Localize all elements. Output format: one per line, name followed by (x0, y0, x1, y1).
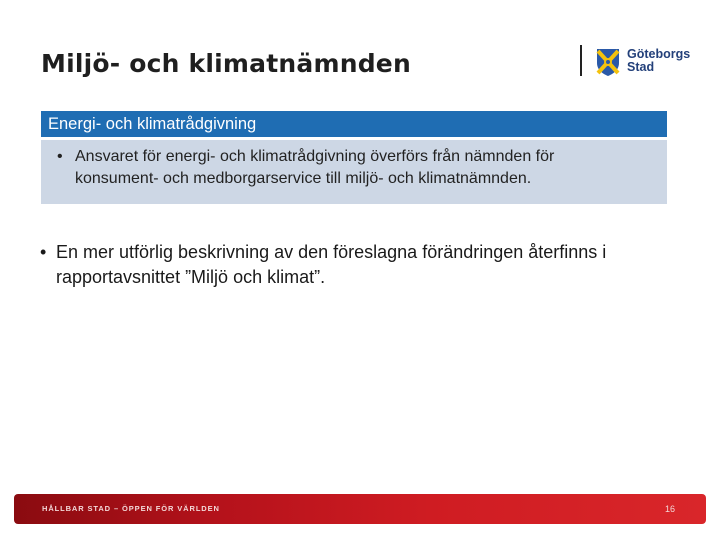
box-bullet-line-2: konsument- och medborgarservice till miljö- och klimatnämnden. (75, 170, 532, 187)
logo-line-1: Göteborgs (627, 47, 691, 61)
footer-slogan: HÅLLBAR STAD – ÖPPEN FÖR VÄRLDEN (42, 504, 220, 513)
goteborg-crest-icon (594, 47, 622, 77)
logo-divider (580, 45, 582, 76)
goteborgs-stad-logo (580, 45, 690, 77)
box-header: Energi- och klimatrådgivning (41, 111, 667, 137)
main-bullet-line-2: rapportavsnittet ”Miljö och klimat”. (56, 267, 326, 287)
bullet-dot-icon: • (40, 242, 47, 262)
footer-bar (14, 494, 706, 524)
bullet-dot-icon: • (57, 148, 63, 165)
main-bullet-line-1: En mer utförlig beskrivning av den föreslagna förändringen återfinns i (56, 242, 607, 262)
slide-title: Miljö- och klimatnämnden (41, 49, 411, 78)
logo-line-2: Stad (627, 60, 655, 74)
page-number: 16 (665, 504, 676, 514)
box-bullet (55, 146, 653, 190)
box-body (41, 140, 667, 204)
main-bullet (40, 240, 680, 290)
main-bullet-row (40, 240, 680, 290)
box-bullet-line-1: Ansvaret för energi- och klimatrådgivning överförs från nämnden för (75, 148, 555, 165)
logo-text (627, 48, 690, 74)
